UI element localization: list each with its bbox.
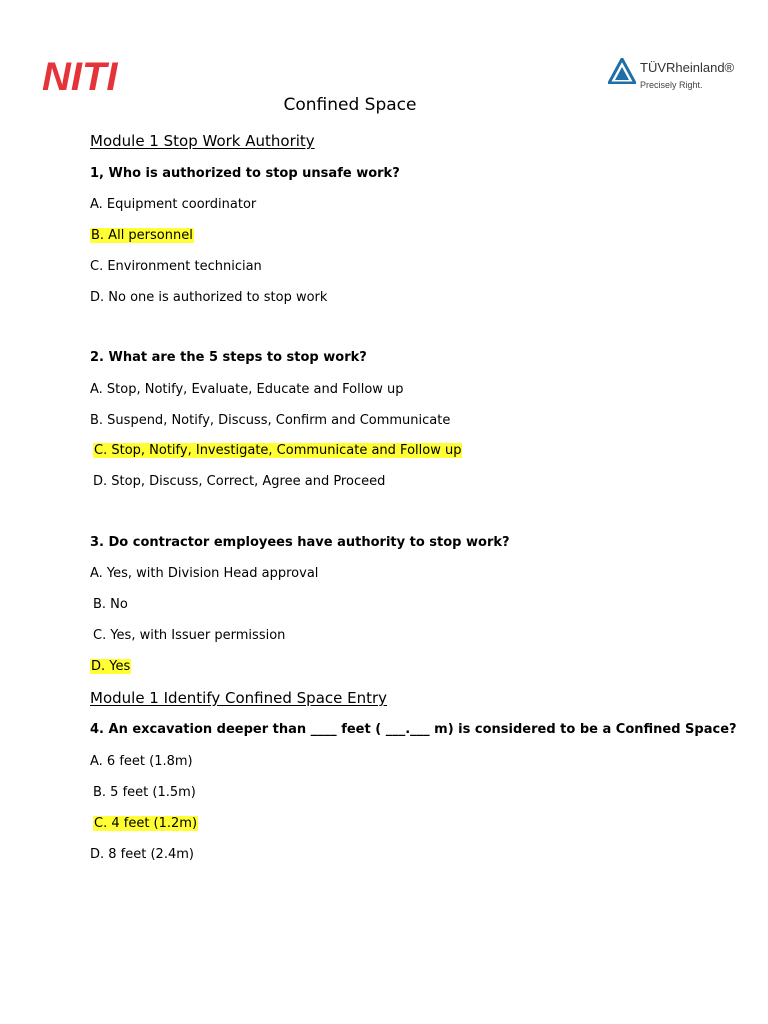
tuv-triangle-icon	[608, 58, 636, 84]
question-4: 4. An excavation deeper than ____ feet ( ___.___ m) is considered to be a Confined Space?	[90, 722, 737, 737]
tuv-brand-name: TÜVRheinland®	[640, 60, 735, 75]
q4-option-a: A. 6 feet (1.8m)	[90, 754, 193, 769]
question-3: 3. Do contractor employees have authority to stop work?	[90, 535, 510, 550]
q3-option-b: B. No	[93, 597, 128, 612]
question-2: 2. What are the 5 steps to stop work?	[90, 350, 367, 365]
q3-option-d	[90, 658, 131, 676]
highlighted-answer: B. All personnel	[91, 228, 193, 243]
svg-text:NITI: NITI	[42, 55, 118, 98]
q1-option-d: D. No one is authorized to stop work	[90, 290, 328, 305]
niti-logo	[42, 52, 134, 98]
tuv-tagline: Precisely Right.	[640, 80, 703, 90]
highlighted-answer: C. Stop, Notify, Investigate, Communicate and Follow up	[94, 443, 462, 458]
q2-option-d: D. Stop, Discuss, Correct, Agree and Proceed	[93, 474, 386, 489]
q1-option-c: C. Environment technician	[90, 259, 262, 274]
module-heading-stop-work: Module 1 Stop Work Authority	[90, 132, 315, 150]
q2-option-b: B. Suspend, Notify, Discuss, Confirm and Communicate	[90, 413, 451, 428]
q3-option-a: A. Yes, with Division Head approval	[90, 566, 319, 581]
q2-option-c	[93, 442, 462, 460]
question-1: 1, Who is authorized to stop unsafe work?	[90, 166, 400, 181]
q2-option-a: A. Stop, Notify, Evaluate, Educate and Follow up	[90, 382, 404, 397]
highlighted-answer: C. 4 feet (1.2m)	[94, 816, 198, 831]
q3-option-c: C. Yes, with Issuer permission	[93, 628, 286, 643]
q4-option-d: D. 8 feet (2.4m)	[90, 847, 194, 862]
q4-option-b: B. 5 feet (1.5m)	[93, 785, 196, 800]
q4-option-c	[93, 815, 198, 833]
module-heading-confined-space-entry: Module 1 Identify Confined Space Entry	[90, 689, 388, 707]
page-title: Confined Space	[283, 95, 417, 115]
q1-option-b	[90, 227, 194, 245]
tuv-rheinland-logo	[608, 56, 738, 92]
highlighted-answer: D. Yes	[91, 659, 131, 674]
q1-option-a: A. Equipment coordinator	[90, 197, 257, 212]
